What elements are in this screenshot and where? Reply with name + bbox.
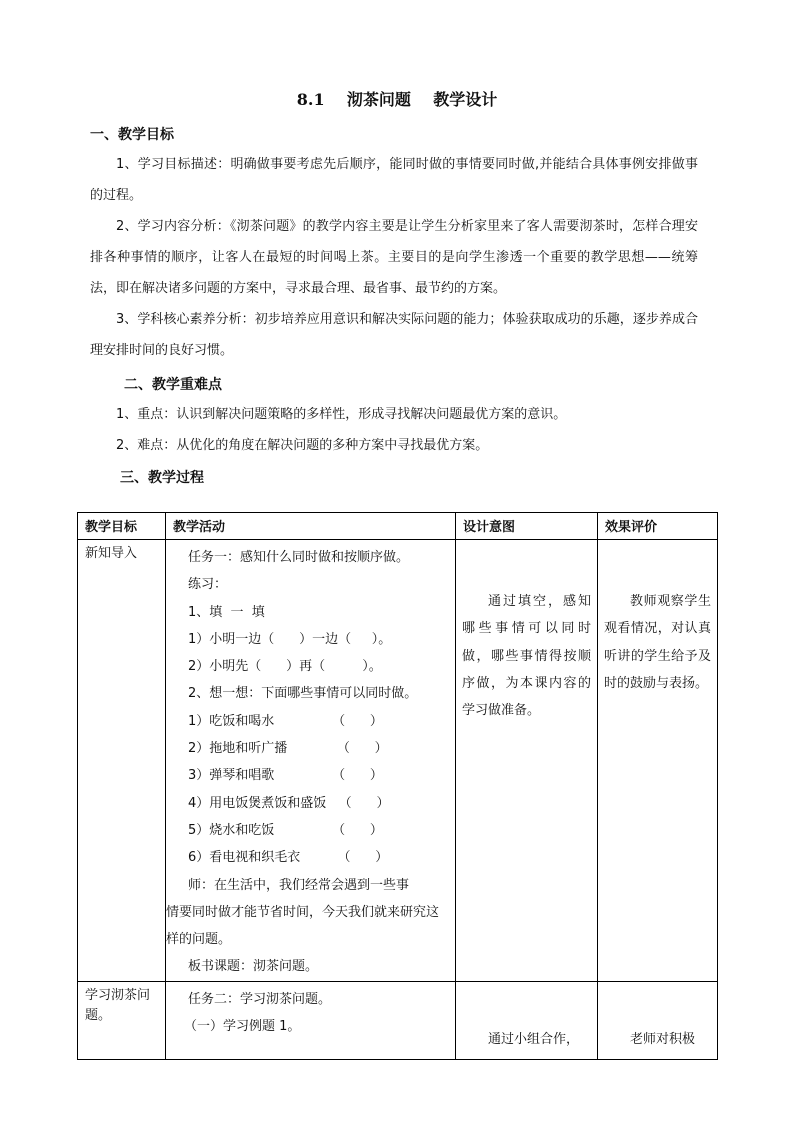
teacher-remark: 师：在生活中，我们经常会遇到一些事 (188, 877, 410, 893)
activity-line: 1）吃饭和喝水 （ ） (188, 713, 383, 729)
row-eval-cell: 老师对积极 (598, 981, 718, 1059)
row-design-cell: 通过填空，感知哪些事情可以同时做，哪些事情得按顺序做，为本课内容的学习做准备。 (456, 540, 598, 982)
activity-line: 2、想一想：下面哪些事情可以同时做。 (188, 686, 418, 702)
table-row (78, 981, 718, 1059)
table-row (78, 540, 718, 982)
activity-line: 2）小明先（ ）再（ ）。 (188, 659, 382, 675)
activity-line: 4）用电饭煲煮饭和盛饭 （ ） (188, 795, 390, 811)
activity-line: 3）弹琴和唱歌 （ ） (188, 768, 383, 784)
table-header-row (78, 513, 718, 540)
section-heading-process: 三、教学过程 (120, 470, 204, 486)
header-activity: 教学活动 (166, 513, 456, 540)
activity-line: 2）拖地和听广播 （ ） (188, 741, 388, 757)
row-activity-cell (166, 981, 456, 1059)
row-goal-cell: 学习沏茶问题。 (78, 981, 166, 1059)
teaching-process-table (77, 512, 718, 1060)
header-design: 设计意图 (456, 513, 598, 540)
board-title: 板书课题：沏茶问题。 (188, 959, 319, 975)
activity-line: 1、填 一 填 (188, 604, 265, 620)
activity-line: 练习： (188, 577, 228, 593)
row-eval-cell: 教师观察学生观看情况，对认真听讲的学生给予及时的鼓励与表扬。 (598, 540, 718, 982)
row-activity-cell (166, 540, 456, 982)
activity-line: 任务二：学习沏茶问题。 (188, 991, 332, 1007)
section-heading-goals: 一、教学目标 (90, 127, 174, 143)
row-goal-cell: 新知导入 (78, 540, 166, 982)
difficult-point: 2、难点：从优化的角度在解决问题的多种方案中寻找最优方案。 (116, 438, 489, 453)
activity-line: 任务一：感知什么同时做和按顺序做。 (188, 550, 410, 565)
row-design-cell: 通过小组合作， (456, 981, 598, 1059)
header-evaluation: 效果评价 (598, 513, 718, 540)
teacher-remark-cont: 情要同时做才能节省时间，今天我们就来研究这样的问题。 (166, 904, 440, 948)
content-analysis: 2、学习内容分析：《沏茶问题》的教学内容主要是让学生分析家里来了客人需要沏茶时，怎样合理安排各种事情的顺序，让客人在最短的时间喝上茶。主要目的是向学生渗透一个重要的教学思想——统筹法，即在解决诸多问题的方案中，寻求最合理、最省事、最节约的方案。 (90, 219, 698, 296)
page-title: 8.1 沏茶问题 教学设计 (296, 90, 498, 109)
header-goal: 教学目标 (78, 513, 166, 540)
goal-description: 1、学习目标描述：明确做事要考虑先后顺序，能同时做的事情要同时做,并能结合具体事例安排做事的过程。 (90, 157, 698, 203)
activity-line: 6）看电视和织毛衣 （ ） (188, 850, 389, 866)
activity-line: （一）学习例题 1。 (184, 1019, 301, 1035)
activity-line: 1）小明一边（ ）一边（ ）。 (188, 631, 392, 647)
core-literacy-analysis: 3、学科核心素养分析：初步培养应用意识和解决实际问题的能力；体验获取成功的乐趣，逐步养成合理安排时间的良好习惯。 (90, 312, 698, 358)
section-heading-key-points: 二、教学重难点 (124, 377, 222, 393)
activity-line: 5）烧水和吃饭 （ ） (188, 822, 383, 838)
key-point: 1、重点：认识到解决问题策略的多样性，形成寻找解决问题最优方案的意识。 (116, 407, 567, 422)
